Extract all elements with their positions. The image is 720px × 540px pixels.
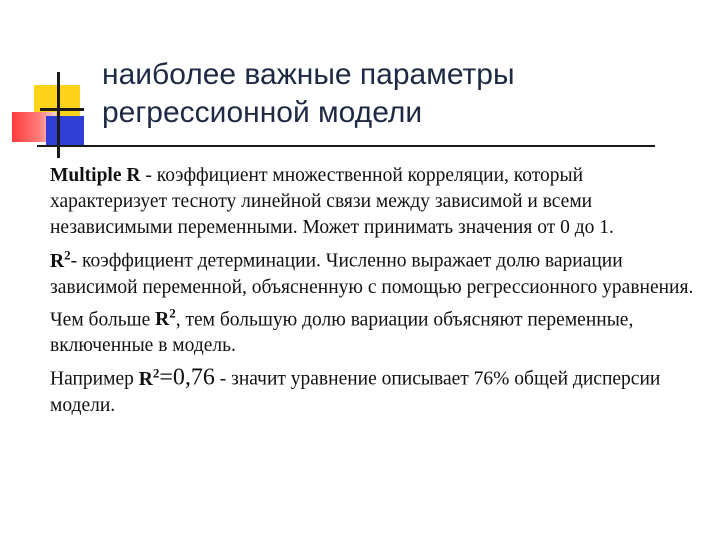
r-letter-example: R — [138, 368, 153, 390]
slide-title — [102, 56, 662, 132]
r-superscript: 2 — [64, 247, 71, 262]
r-squared-text-b: , тем большую долю вариации объясняют переменные, включенные в модель. — [50, 309, 634, 356]
term-r-squared — [50, 247, 71, 272]
r-letter: R — [50, 250, 65, 272]
title-line-1: наиболее важные параметры — [102, 58, 515, 91]
title-underline — [37, 145, 655, 147]
term-r-squared-example — [138, 365, 160, 390]
example-value: =0,76 — [159, 364, 215, 391]
title-line-2: регрессионной модели — [102, 96, 423, 129]
r-superscript-example: 2 — [152, 365, 160, 380]
slide-body — [50, 163, 700, 419]
term-r-squared-inline — [155, 305, 176, 330]
r-letter-inline: R — [155, 309, 170, 330]
term-multiple-r: Multiple R — [50, 165, 141, 186]
r-superscript-inline: 2 — [169, 305, 176, 321]
logo-horizontal-line — [40, 108, 84, 111]
paragraph-multiple-r — [50, 163, 700, 241]
paragraph-r-squared — [50, 242, 700, 359]
example-prefix: Например — [50, 368, 139, 390]
paragraph-example — [50, 360, 700, 419]
multiple-r-text: - коэффициент множественной корреляции, который характеризует тесноту линейной связи между зависимой и всеми независимыми переменными. Может принимать значения от 0 до 1. — [50, 165, 614, 238]
example-text: - значит уравнение описывает 76% общей дисперсии модели. — [50, 368, 661, 416]
logo-blue-square — [46, 116, 84, 146]
r-squared-text-a: - коэффициент детерминации. Численно выражает долю вариации зависимой переменной, объясненную с помощью регрессионного уравнения. Чем больше — [50, 250, 694, 330]
